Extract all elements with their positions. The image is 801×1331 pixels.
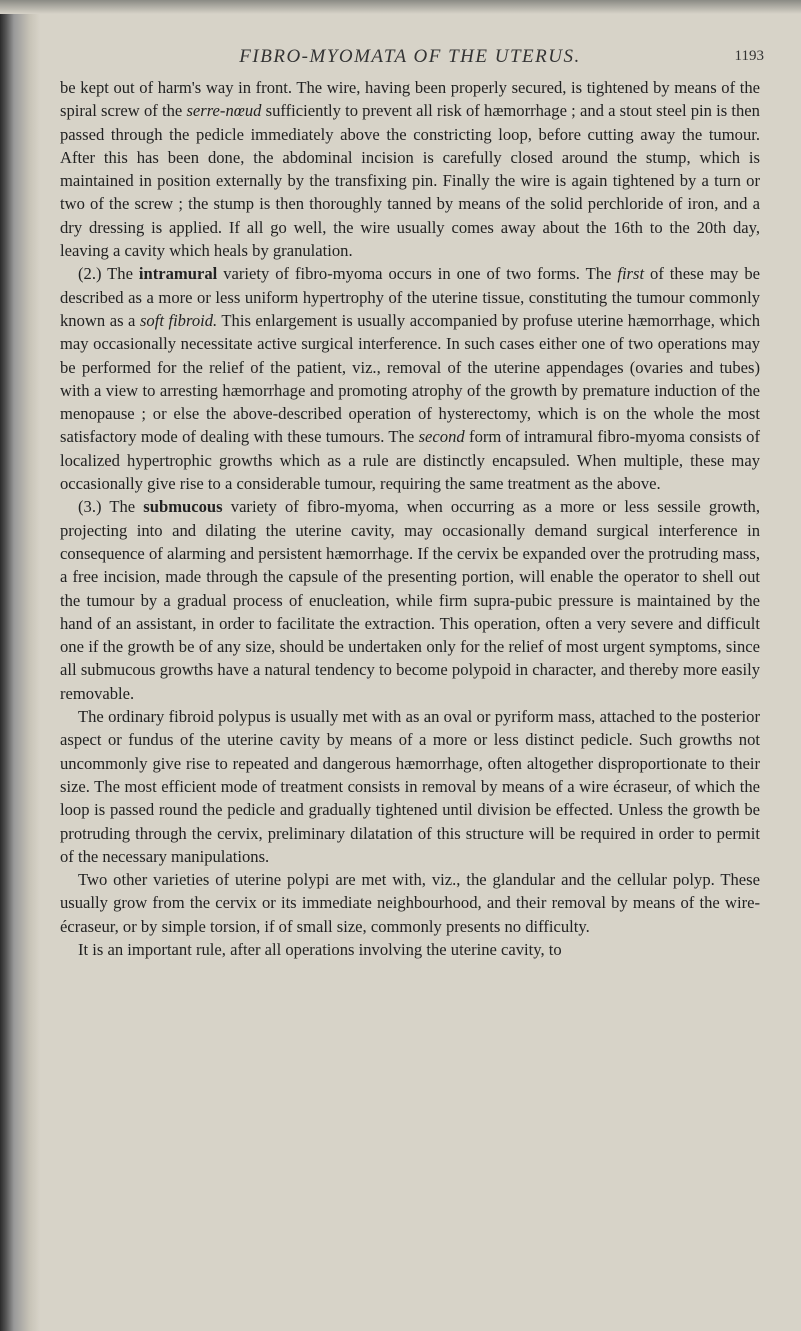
paragraph bbox=[60, 705, 760, 868]
text-run: It is an important rule, after all operations involving the uterine cavity, to bbox=[78, 939, 562, 959]
text-run: be kept out of harm's way in front. The wire, having been properly secured, is tightened by means of the spiral screw of the bbox=[60, 78, 760, 121]
italic-term: first bbox=[617, 264, 645, 284]
bold-term: intramural bbox=[138, 264, 218, 284]
italic-term: serre-nœud bbox=[186, 101, 262, 121]
paragraph bbox=[60, 262, 760, 495]
page-top-edge bbox=[0, 0, 801, 14]
italic-term: soft fibroid. bbox=[139, 310, 218, 330]
book-binding-shadow bbox=[0, 0, 40, 1331]
paragraph bbox=[60, 938, 760, 961]
italic-term: second bbox=[418, 427, 465, 447]
page-number: 1193 bbox=[734, 48, 764, 64]
text-run: variety of fibro-myoma, when occurring as a more or less sessile growth, projecting into and dilating the uterine cavity, may occasionally demand surgical interference in consequence of alarming and persistent hæmorrhage. If the cervix be expanded over the protruding mass, a free incision, made through the capsule of the presenting portion, will enable the operator to shell out the tumour by a gradual process of enucleation, while firm supra-pubic pressure is maintained by the hand of an assistant, in order to facilitate the extraction. This operation, often a very severe and difficult one if the growth be of any size, should be undertaken only for the relief of most urgent symptoms, since all submucous growths have a natural tendency to become polypoid in character, and thereby more easily removable. bbox=[60, 497, 760, 703]
text-run: The ordinary fibroid polypus is usually met with as an oval or pyriform mass, attached to the posterior aspect or fundus of the uterine cavity by means of a more or less distinct pedicle. Such growths not uncommonly give rise to repeated and dangerous hæmorrhage, often altogether disproportionate to their size. The most efficient mode of treatment consists in removal by means of a wire écraseur, of which the loop is passed round the pedicle and gradually tightened until division be effected. Unless the growth be protruding through the cervix, preliminary dilatation of this structure will be required in order to permit of the necessary manipulations. bbox=[60, 707, 760, 866]
text-run: sufficiently to prevent all risk of hæmorrhage ; and a stout steel pin is then passed through the pedicle immediately above the constricting loop, before cutting away the tumour. After this has been done, the abdominal incision is carefully closed around the stump, which is maintained in position externally by the transfixing pin. Finally the wire is again tightened by a turn or two of the screw ; the stump is then thoroughly tanned by means of the solid perchloride of iron, and a dry dressing is applied. If all go well, the wire usually comes away about the 16th to the 20th day, leaving a cavity which heals by granulation. bbox=[60, 101, 760, 261]
text-run: of these may be described as a more or less uniform hypertrophy of the uterine tissue, constituting the tumour commonly known as a bbox=[60, 264, 761, 330]
bold-term: submucous bbox=[143, 497, 223, 517]
running-title: FIBRO-MYOMATA OF THE UTERUS. bbox=[239, 46, 581, 67]
text-run: (3.) The bbox=[78, 497, 144, 517]
running-header bbox=[60, 46, 764, 76]
text-run: variety of fibro-myoma occurs in one of two forms. The bbox=[217, 264, 618, 284]
text-run: This enlargement is usually accompanied by profuse uterine hæmorrhage, which may occasionally necessitate active surgical interference. In such cases either one of two operations may be performed for the relief of the patient, viz., removal of the uterine appendages (ovaries and tubes) with a view to arresting hæmorrhage and promoting atrophy of the growth by premature induction of the menopause ; or else the above-described operation of hysterectomy, which is on the whole the most satisfactory mode of dealing with these tumours. The bbox=[60, 310, 760, 447]
paragraph bbox=[60, 76, 760, 262]
paragraph bbox=[60, 868, 760, 938]
body-text bbox=[60, 76, 760, 961]
text-run: form of intramural fibro-myoma consists of localized hypertrophic growths which as a rule are distinctly encapsuled. When multiple, these may occasionally give rise to a considerable tumour, requiring the same treatment as the above. bbox=[60, 427, 761, 494]
text-run: (2.) The bbox=[78, 264, 139, 284]
text-run: Two other varieties of uterine polypi are met with, viz., the glandular and the cellular polyp. These usually grow from the cervix or its immediate neighbourhood, and their removal by means of the wire-écraseur, or by simple torsion, if of small size, commonly presents no difficulty. bbox=[60, 870, 760, 936]
book-page bbox=[60, 46, 764, 961]
paragraph bbox=[60, 495, 760, 705]
